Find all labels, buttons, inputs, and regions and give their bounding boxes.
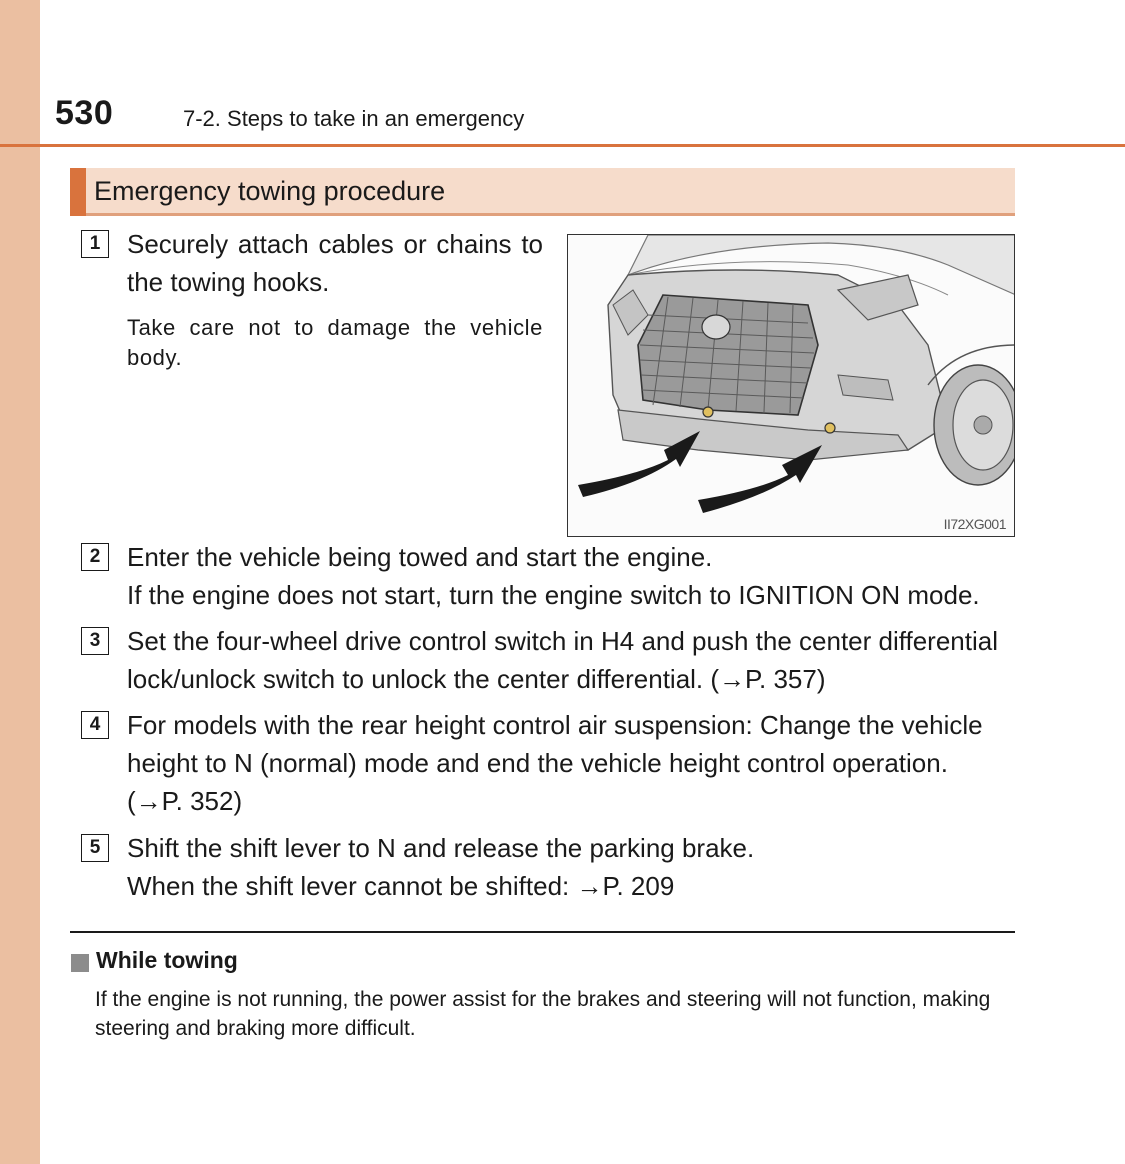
- towing-hooks-figure: [567, 234, 1015, 537]
- step-2-line-1: Enter the vehicle being towed and start the engine.: [127, 542, 713, 572]
- step-1-text: Securely attach cables or chains to the towing hooks.: [127, 229, 543, 297]
- step-4-line-2: height to N (normal) mode and end the vehicle height control operation.: [127, 748, 948, 778]
- side-strip: [0, 0, 40, 1164]
- section-divider: [70, 931, 1015, 933]
- info-body: If the engine is not running, the power assist for the brakes and steering will not function, making steering and braking more difficult.: [95, 988, 991, 1040]
- step-number-1: 1: [81, 230, 109, 258]
- header-rule: [0, 144, 1125, 147]
- figure-code: II72XG001: [943, 516, 1006, 532]
- step-number-3: 3: [81, 627, 109, 655]
- section-heading: [70, 168, 1015, 216]
- step-number-5: 5: [81, 834, 109, 862]
- step-3-line-2: lock/unlock switch to unlock the center differential. (→P. 357): [127, 664, 826, 694]
- step-5-line-2: When the shift lever cannot be shifted: →P. 209: [127, 871, 675, 901]
- page-number: 530: [55, 94, 114, 132]
- vehicle-towing-hooks-illustration: [568, 235, 1015, 537]
- square-bullet-icon: [71, 954, 89, 972]
- step-1-note: Take care not to damage the vehicle body.: [127, 315, 543, 370]
- step-number-2: 2: [81, 543, 109, 571]
- step-4-line-1: For models with the rear height control air suspension: Change the vehicle: [127, 710, 983, 740]
- info-heading: While towing: [96, 947, 238, 973]
- section-title: Emergency towing procedure: [94, 176, 446, 206]
- step-5-line-1: Shift the shift lever to N and release the parking brake.: [127, 833, 755, 863]
- step-3-line-1: Set the four-wheel drive control switch in H4 and push the center differential: [127, 626, 998, 656]
- step-number-4: 4: [81, 711, 109, 739]
- step-4-line-3: (→P. 352): [127, 786, 243, 816]
- chapter-title: 7-2. Steps to take in an emergency: [183, 106, 525, 131]
- step-2-line-2: If the engine does not start, turn the engine switch to IGNITION ON mode.: [127, 580, 980, 610]
- section-heading-accent: [70, 168, 86, 216]
